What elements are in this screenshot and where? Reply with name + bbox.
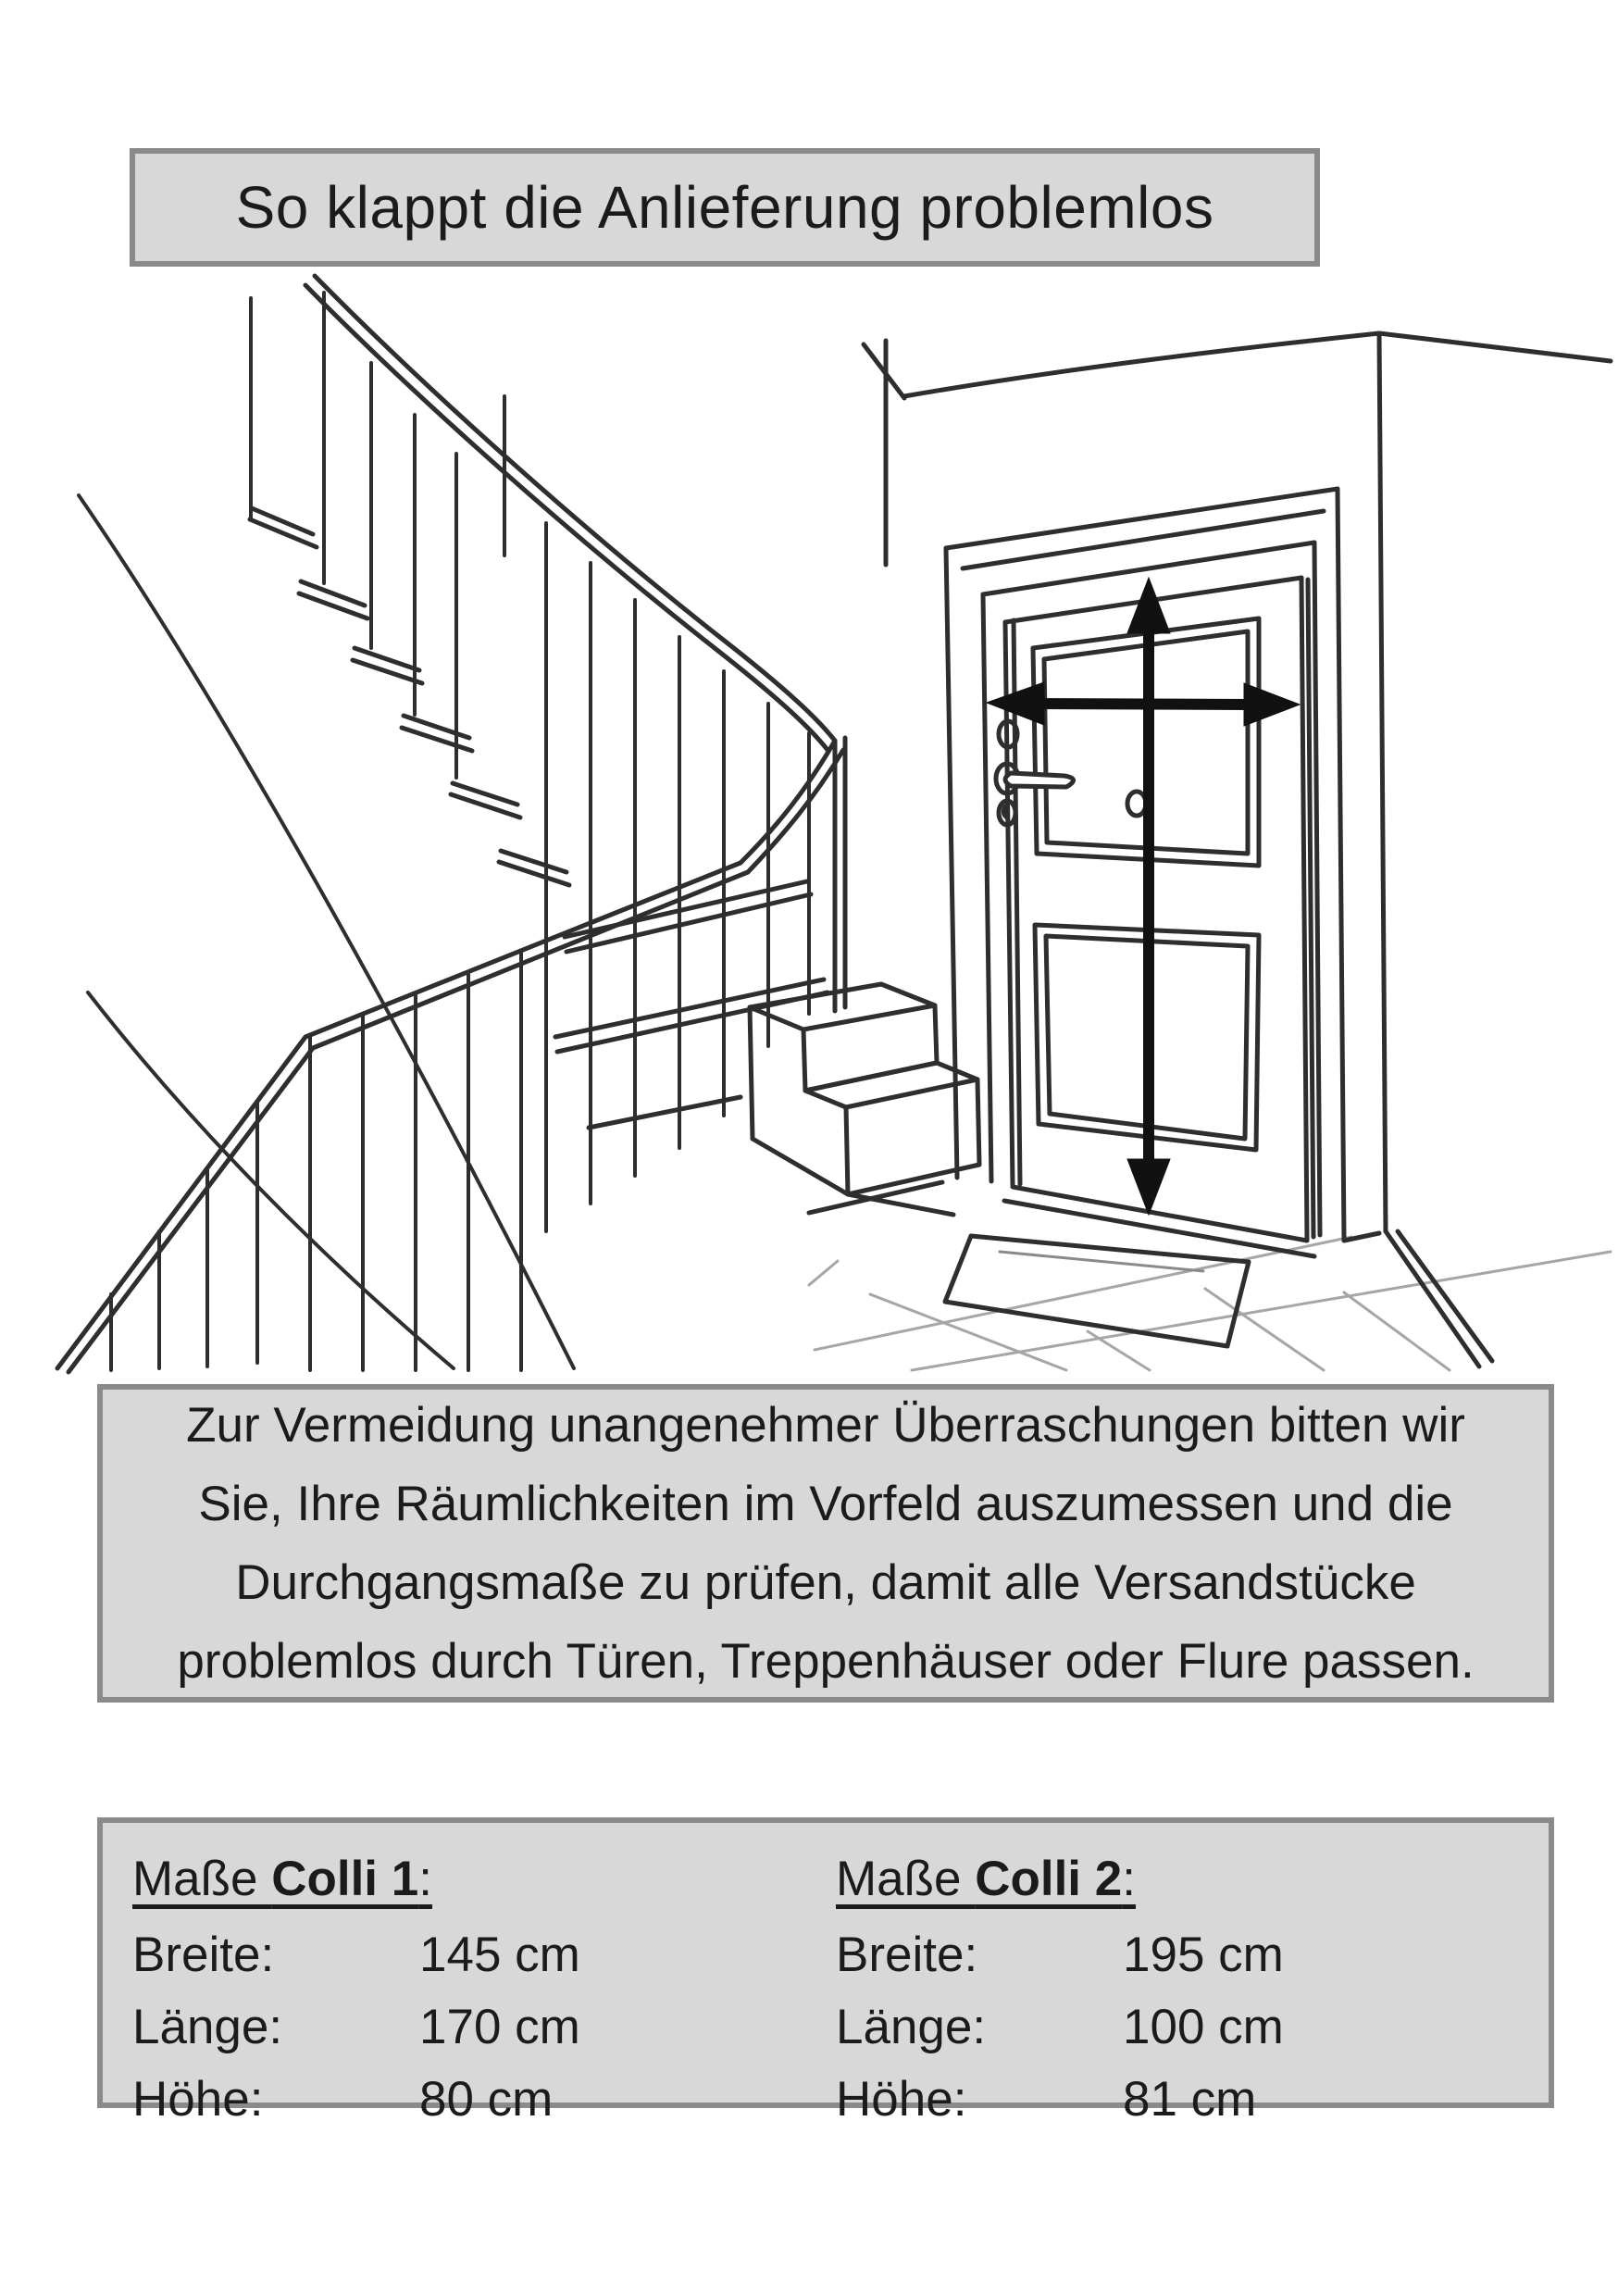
arrow-up-icon [1127,578,1170,633]
bottom-steps-drawing [750,984,979,1194]
package-heading: Maße Colli 2: [836,1852,1136,1906]
page-title-text: So klappt die Anlieferung problemlos [235,174,1214,241]
height-arrow [1127,578,1170,1215]
dimension-value: 170 cm [419,2000,580,2054]
dimension-value: 100 cm [1123,2000,1284,2054]
dimension-value: 81 cm [1123,2072,1257,2127]
package-colli-2 [836,1843,1284,2136]
dimension-label: Höhe: [132,2072,264,2127]
package-colli-1 [132,1843,580,2136]
dimension-row [836,1919,1284,1991]
arrow-down-icon [1127,1159,1170,1215]
dimension-row [836,2064,1284,2136]
dimension-label: Länge: [132,2000,283,2054]
notice-line: Durchgangsmaße zu prüfen, damit alle Versandstücke [235,1555,1416,1610]
dimension-value: 145 cm [419,1928,580,1982]
dimension-value: 195 cm [1123,1928,1284,1982]
dimension-label: Breite: [836,1928,978,1982]
notice-line: problemlos durch Türen, Treppenhäuser oder Flure passen. [177,1634,1475,1689]
stair-treads-drawing [250,508,828,1128]
package-heading: Maße Colli 1: [132,1852,432,1906]
door-drawing [809,489,1379,1256]
dimension-row [836,1991,1284,2064]
door-handle-lever-icon [1005,773,1074,787]
notice-line: Sie, Ihre Räumlichkeiten im Vorfeld auszumessen und die [198,1477,1453,1531]
dimension-label: Länge: [836,2000,987,2054]
dimension-label: Höhe: [836,2072,967,2127]
notice-line: Zur Vermeidung unangenehmer Überraschungen bitten wir [186,1398,1465,1453]
dimension-row [132,2064,580,2136]
dimension-row [132,1919,580,1991]
dimension-row [132,1991,580,2064]
notice-box [97,1384,1554,1703]
arrow-right-icon [1244,683,1300,726]
page-title [130,148,1320,267]
wall-corner-drawing [864,333,1611,1366]
dimensions-box [97,1817,1554,2127]
dimension-value: 80 cm [419,2072,554,2127]
dimension-label: Breite: [132,1928,275,1982]
